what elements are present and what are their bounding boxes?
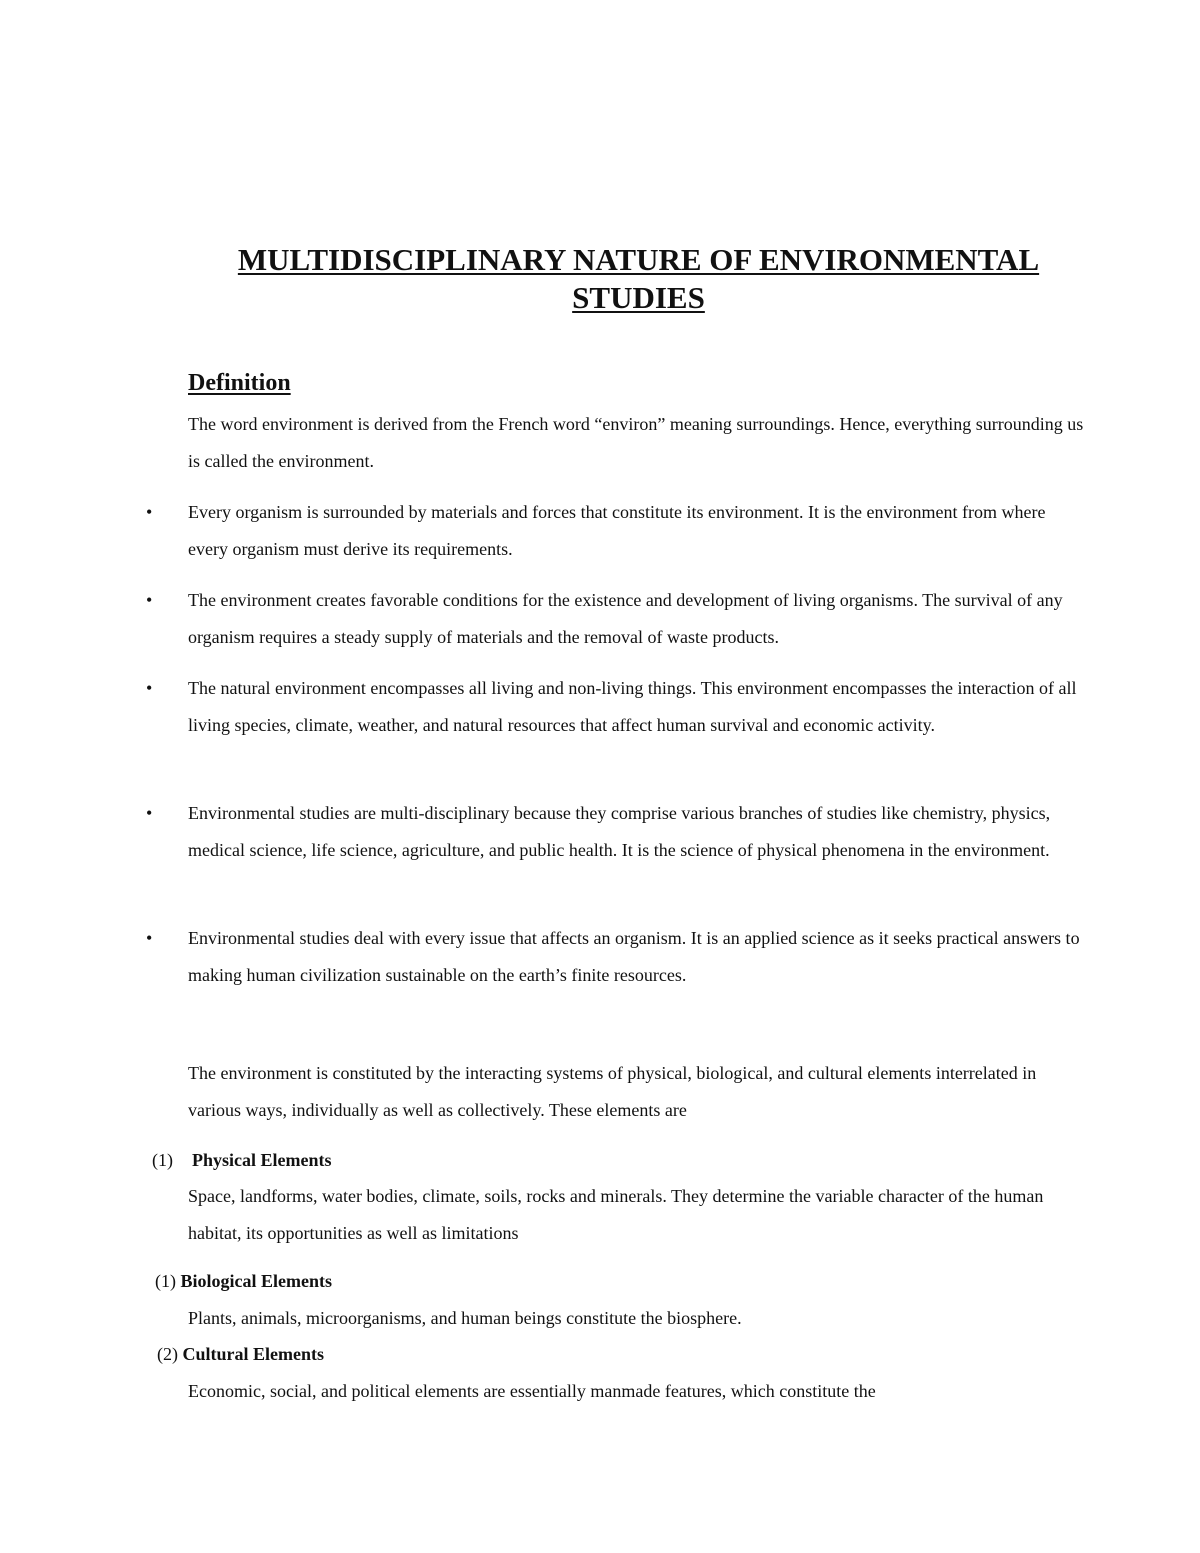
bullet-item: The environment creates favorable conditions for the existence and development of living organisms. The survival of any organism requires a steady supply of materials and the removal of waste products. <box>188 590 1063 647</box>
element-heading <box>155 1269 332 1293</box>
element-number: (1) <box>152 1150 173 1170</box>
element-heading <box>157 1342 324 1366</box>
bullet-item: Environmental studies are multi-disciplinary because they comprise various branches of studies like chemistry, physics, medical science, life science, agriculture, and public health. It is the science of physical phenomena in the environment. <box>188 803 1051 860</box>
element-title: Cultural Elements <box>182 1344 324 1364</box>
definition-paragraph: The word environment is derived from the French word “environ” meaning surroundings. Hence, everything surrounding us is called the environment. <box>188 414 1084 471</box>
bullet-item: Environmental studies deal with every issue that affects an organism. It is an applied science as it seeks practical answers to making human civilization sustainable on the earth’s finite resources. <box>188 928 1080 985</box>
bullet-symbol: • <box>146 928 153 948</box>
definition-heading: Definition <box>188 370 291 396</box>
element-description: Space, landforms, water bodies, climate, soils, rocks and minerals. They determine the variable character of the human habitat, its opportunities as well as limitations <box>188 1186 1044 1243</box>
element-heading <box>152 1148 332 1172</box>
element-number: (2) <box>157 1344 178 1364</box>
element-description: Economic, social, and political elements are essentially manmade features, which constitute the <box>188 1381 876 1401</box>
element-description: Plants, animals, microorganisms, and human beings constitute the biosphere. <box>188 1308 742 1328</box>
document-title-line-2: STUDIES <box>572 280 705 315</box>
element-title: Biological Elements <box>180 1271 332 1291</box>
bullet-symbol: • <box>146 803 153 823</box>
element-title: Physical Elements <box>192 1150 332 1170</box>
bullet-item: Every organism is surrounded by materials and forces that constitute its environment. It is the environment from where every organism must derive its requirements. <box>188 502 1046 559</box>
document-title-line-1: MULTIDISCIPLINARY NATURE OF ENVIRONMENTAL <box>237 242 1040 277</box>
bullet-item: The natural environment encompasses all living and non-living things. This environment encompasses the interaction of all living species, climate, weather, and natural resources that affect human survival and economic activity. <box>188 678 1077 735</box>
bullet-symbol: • <box>146 590 153 610</box>
bullet-symbol: • <box>146 502 153 522</box>
elements-intro-paragraph: The environment is constituted by the interacting systems of physical, biological, and cultural elements interrelated in various ways, individually as well as collectively. These elements are <box>188 1063 1037 1120</box>
bullet-symbol: • <box>146 678 153 698</box>
element-number: (1) <box>155 1271 176 1291</box>
